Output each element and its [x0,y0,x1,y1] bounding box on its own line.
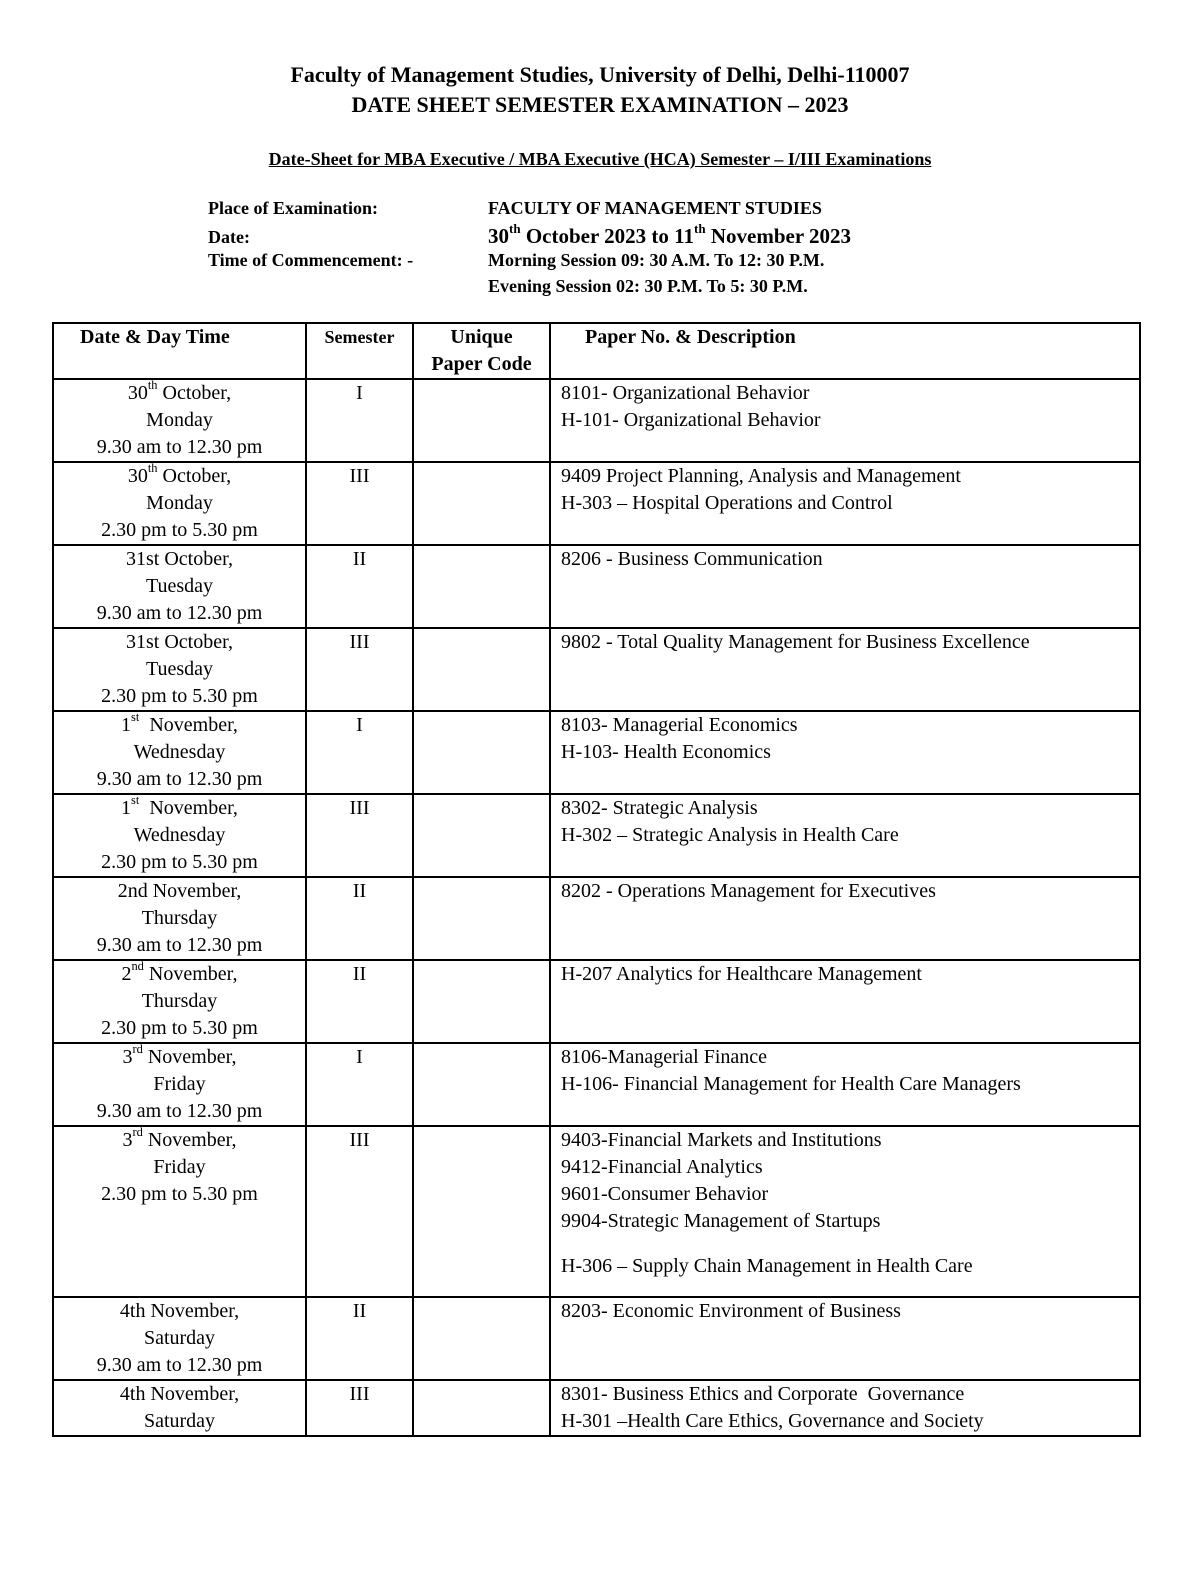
cell-semester: I [306,379,413,462]
date-value: 30th October 2023 to 11th November 2023 [488,221,852,248]
document-header [0,60,1200,120]
paper-entry: 8106-Managerial Finance [561,1046,768,1068]
paper-entry: 8301- Business Ethics and Corporate Governance [561,1383,965,1405]
cell-paper-code [413,1297,550,1380]
evening-session: Evening Session 02: 30 P.M. To 5: 30 P.M. [488,276,808,296]
paper-entry: H-306 – Supply Chain Management in Health Care [561,1255,973,1277]
cell-semester: III [306,1380,413,1436]
institution-title: Faculty of Management Studies, University of Delhi, Delhi-110007 [290,62,910,87]
cell-date: 30th October, Monday 9.30 am to 12.30 pm [53,379,306,462]
cell-semester: II [306,877,413,960]
cell-paper-code [413,711,550,794]
table-row [53,1297,1140,1380]
paper-entry: 8302- Strategic Analysis [561,797,758,819]
datesheet-title: DATE SHEET SEMESTER EXAMINATION – 2023 [351,92,849,117]
paper-entry: H-103- Health Economics [561,741,771,763]
header-semester: Semester [306,323,413,379]
header-code: Unique Paper Code [413,323,550,379]
table-row [53,379,1140,462]
table-row [53,1043,1140,1126]
cell-date: 4th November, Saturday [53,1380,306,1436]
cell-paper-code [413,462,550,545]
cell-paper-description [550,1126,1140,1297]
morning-session: Morning Session 09: 30 A.M. To 12: 30 P.M. [488,250,825,270]
cell-paper-code [413,545,550,628]
table-row [53,1380,1140,1436]
cell-date: 3rd November, Friday 9.30 am to 12.30 pm [53,1043,306,1126]
cell-paper-description [550,1297,1140,1380]
paper-entry: H-207 Analytics for Healthcare Management [561,963,922,985]
cell-date: 1st November, Wednesday 9.30 am to 12.30 pm [53,711,306,794]
cell-paper-description [550,877,1140,960]
datesheet-subtitle: Date-Sheet for MBA Executive / MBA Executive (HCA) Semester – I/III Examinations [268,149,932,169]
header-paper: Paper No. & Description [550,323,1140,379]
cell-paper-description [550,711,1140,794]
paper-entry: 9403-Financial Markets and Institutions [561,1129,882,1151]
cell-date: 1st November, Wednesday 2.30 pm to 5.30 pm [53,794,306,877]
cell-date: 4th November, Saturday 9.30 am to 12.30 pm [53,1297,306,1380]
paper-entry: H-101- Organizational Behavior [561,409,821,431]
paper-entry: 9412-Financial Analytics [561,1156,763,1178]
cell-paper-description [550,379,1140,462]
paper-entry: H-106- Financial Management for Health Care Managers [561,1073,1021,1095]
table-row [53,1126,1140,1297]
paper-entry: 9802 - Total Quality Management for Business Excellence [561,631,1030,653]
cell-date: 31st October, Tuesday 9.30 am to 12.30 pm [53,545,306,628]
cell-paper-description [550,462,1140,545]
table-row [53,462,1140,545]
cell-paper-description [550,1380,1140,1436]
table-row [53,877,1140,960]
cell-paper-code [413,628,550,711]
cell-semester: III [306,462,413,545]
cell-semester: II [306,545,413,628]
paper-entry: 8206 - Business Communication [561,548,823,570]
paper-entry: 8103- Managerial Economics [561,714,798,736]
table-row [53,545,1140,628]
cell-date: 30th October, Monday 2.30 pm to 5.30 pm [53,462,306,545]
paper-entry: 9904-Strategic Management of Startups [561,1210,881,1232]
cell-paper-description [550,794,1140,877]
cell-semester: I [306,1043,413,1126]
cell-paper-description [550,960,1140,1043]
table-header-row [53,323,1140,379]
cell-semester: III [306,628,413,711]
cell-paper-code [413,960,550,1043]
header-date: Date & Day Time [53,323,306,379]
table-row [53,628,1140,711]
place-value: FACULTY OF MANAGEMENT STUDIES [488,198,822,218]
place-label: Place of Examination: [208,198,378,218]
paper-entry: H-301 –Health Care Ethics, Governance and Society [561,1410,984,1432]
evening-row [208,276,851,302]
cell-semester: II [306,1297,413,1380]
cell-semester: I [306,711,413,794]
paper-entry: H-303 – Hospital Operations and Control [561,492,893,514]
cell-paper-code [413,794,550,877]
datesheet-table [52,322,1141,1437]
paper-entry: 9601-Consumer Behavior [561,1183,769,1205]
table-row [53,794,1140,877]
paper-entry: 9409 Project Planning, Analysis and Management [561,465,961,487]
time-row [208,250,851,276]
paper-entry: 8203- Economic Environment of Business [561,1300,901,1322]
place-row [208,198,851,224]
cell-paper-code [413,379,550,462]
date-row [208,221,852,250]
exam-info [208,198,851,302]
cell-paper-code [413,1043,550,1126]
cell-semester: III [306,794,413,877]
cell-paper-description [550,1043,1140,1126]
cell-semester: II [306,960,413,1043]
cell-semester: III [306,1126,413,1297]
cell-paper-code [413,1380,550,1436]
table-row [53,960,1140,1043]
date-label: Date: [208,227,250,247]
paper-entry: H-302 – Strategic Analysis in Health Care [561,824,899,846]
cell-date: 2nd November, Thursday 2.30 pm to 5.30 pm [53,960,306,1043]
cell-paper-code [413,877,550,960]
time-label: Time of Commencement: - [208,250,414,270]
cell-date: 31st October, Tuesday 2.30 pm to 5.30 pm [53,628,306,711]
table-row [53,711,1140,794]
cell-paper-code [413,1126,550,1297]
cell-paper-description [550,545,1140,628]
cell-date: 2nd November, Thursday 9.30 am to 12.30 pm [53,877,306,960]
paper-entry: 8202 - Operations Management for Executives [561,880,936,902]
cell-date: 3rd November, Friday 2.30 pm to 5.30 pm [53,1126,306,1297]
paper-entry: 8101- Organizational Behavior [561,382,810,404]
cell-paper-description [550,628,1140,711]
